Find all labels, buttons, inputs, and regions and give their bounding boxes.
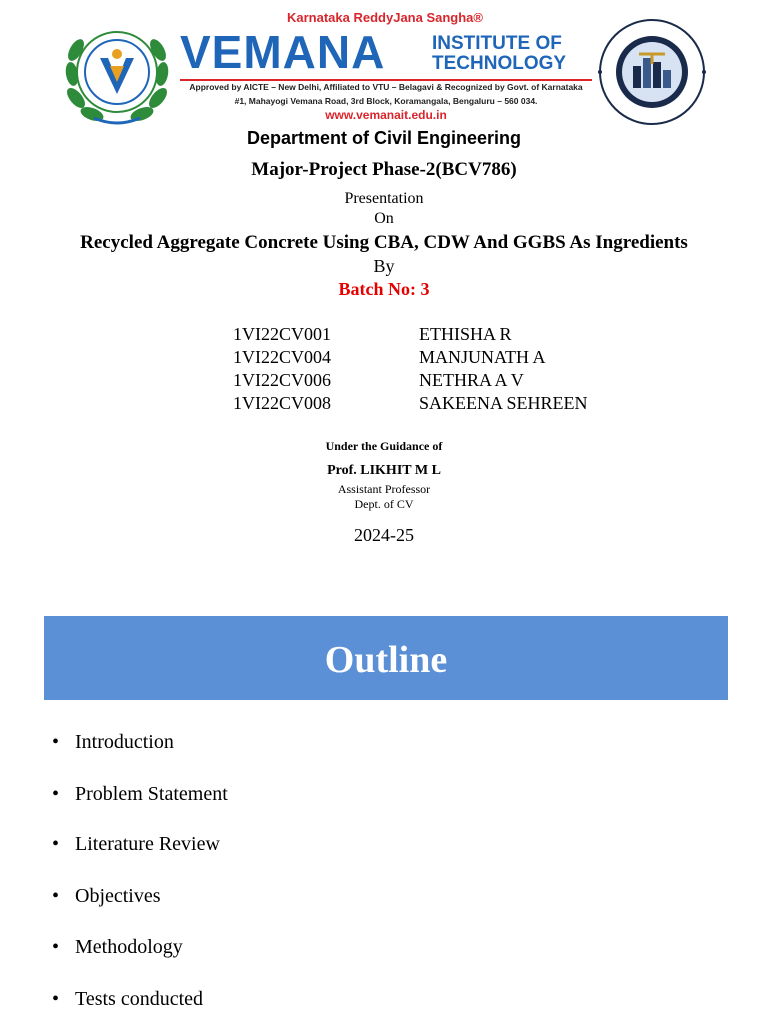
department-heading: Department of Civil Engineering <box>246 128 522 148</box>
institute-emblem-icon <box>58 14 176 132</box>
list-item-label: Tests conducted <box>75 988 204 1010</box>
project-phase: Major-Project Phase-2(BCV786) <box>251 159 517 180</box>
list-item <box>52 783 228 806</box>
student-name: ETHISHA R <box>419 324 512 344</box>
guide-department: Dept. of CV <box>354 497 414 511</box>
website-link[interactable]: www.vemanait.edu.in <box>325 108 447 122</box>
sangha-name: Karnataka ReddyJana Sangha® <box>287 10 483 25</box>
by-label: By <box>373 256 395 276</box>
guidance-label: Under the Guidance of <box>325 439 443 453</box>
list-item <box>52 936 183 959</box>
institute-name: VEMANA <box>180 26 386 78</box>
bullet-icon: • <box>52 936 60 958</box>
list-item <box>52 731 174 754</box>
institute-suffix-line1: INSTITUTE OF <box>432 33 562 54</box>
institute-suffix <box>432 34 566 74</box>
bullet-icon: • <box>52 731 60 753</box>
list-item-label: Introduction <box>75 731 174 753</box>
bullet-icon: • <box>52 885 60 907</box>
guide-designation: Assistant Professor <box>337 482 431 496</box>
address-text: #1, Mahayogi Vemana Road, 3rd Block, Koramangala, Bengaluru – 560 034. <box>234 96 538 106</box>
guide-name: Prof. LIKHIT M L <box>327 463 441 478</box>
student-usn: 1VI22CV008 <box>233 393 331 413</box>
bullet-icon: • <box>52 783 60 805</box>
student-name: MANJUNATH A <box>419 347 546 367</box>
bullet-icon: • <box>52 988 60 1010</box>
header-divider <box>180 79 592 81</box>
list-item-label: Problem Statement <box>75 783 228 805</box>
student-usn: 1VI22CV004 <box>233 347 331 367</box>
student-name: NETHRA A V <box>419 370 524 390</box>
batch-number: Batch No: 3 <box>338 279 430 299</box>
student-usn: 1VI22CV001 <box>233 324 331 344</box>
presentation-label: Presentation <box>344 190 424 207</box>
approval-text: Approved by AICTE – New Delhi, Affiliated to VTU – Belagavi & Recognized by Govt. of Karnataka <box>189 82 583 92</box>
list-item <box>52 885 161 908</box>
civil-dept-seal-icon <box>597 14 707 132</box>
institute-suffix-line2: TECHNOLOGY <box>432 53 567 74</box>
on-label: On <box>374 210 394 227</box>
academic-year: 2024-25 <box>354 525 414 545</box>
outline-title: Outline <box>324 639 448 681</box>
list-item <box>52 988 203 1011</box>
list-item-label: Methodology <box>75 936 183 958</box>
project-title: Recycled Aggregate Concrete Using CBA, CDW And GGBS As Ingredients <box>80 232 688 253</box>
list-item-label: Objectives <box>75 885 161 907</box>
student-usn: 1VI22CV006 <box>233 370 331 390</box>
list-item-label: Literature Review <box>75 833 220 855</box>
student-name: SAKEENA SEHREEN <box>419 393 588 413</box>
bullet-icon: • <box>52 833 60 855</box>
list-item <box>52 833 220 856</box>
